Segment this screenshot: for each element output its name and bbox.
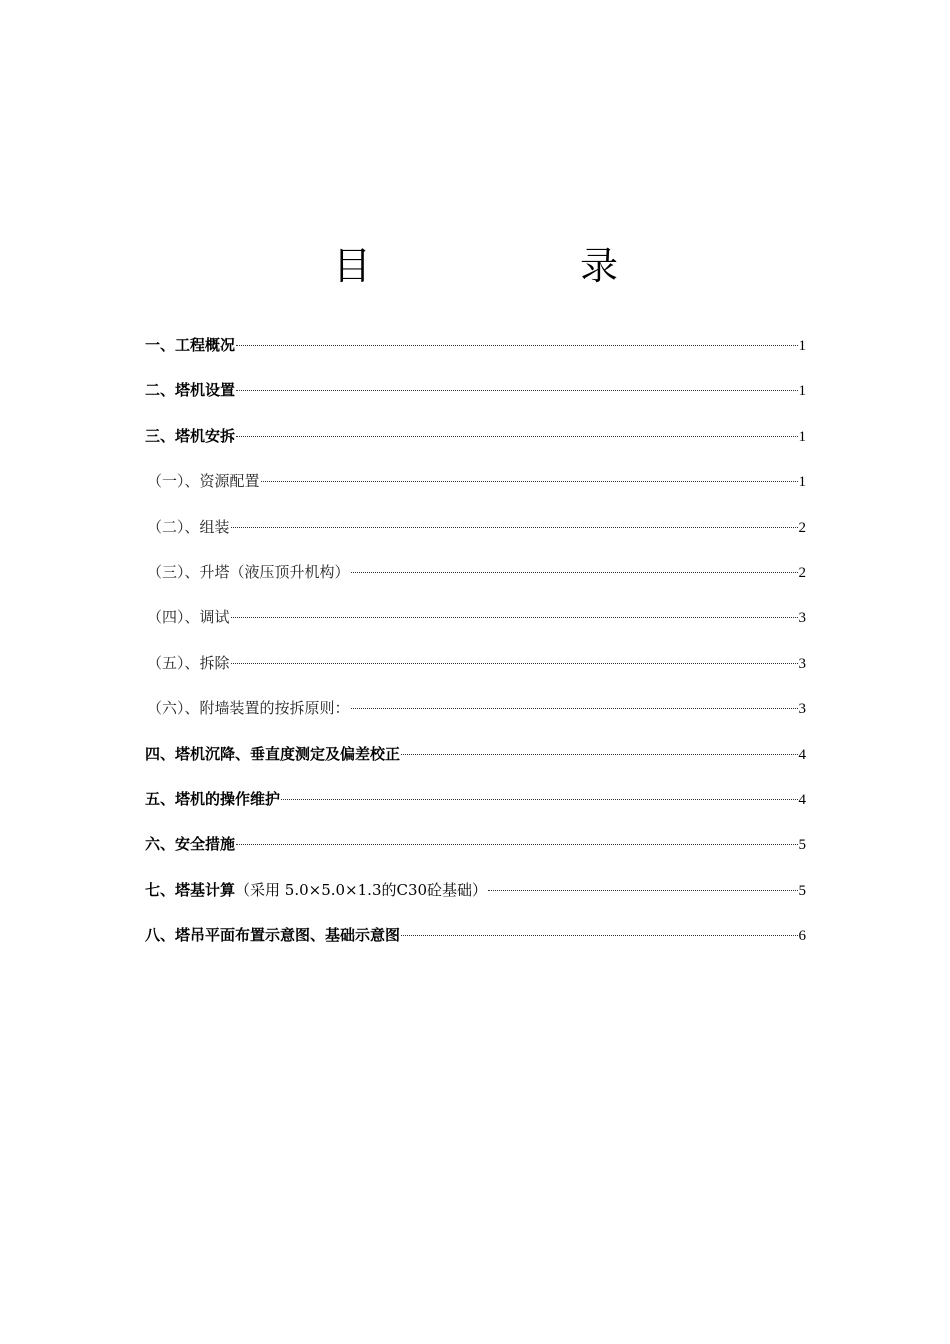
toc-page-number: 1 xyxy=(798,428,806,445)
toc-entry-label: （四）、调试 xyxy=(147,608,230,627)
toc-entry[interactable] xyxy=(145,376,806,421)
toc-dot-leader xyxy=(236,844,797,845)
toc-page-number: 4 xyxy=(798,746,806,763)
toc-page-number: 3 xyxy=(798,701,806,718)
toc-entry-label: 二、塔机设置 xyxy=(145,381,236,400)
toc-subentry[interactable] xyxy=(145,649,806,694)
toc-dot-leader xyxy=(401,935,797,936)
toc-subentry[interactable] xyxy=(145,513,806,558)
toc-page-number: 2 xyxy=(798,564,806,581)
toc-entry-label: 四、塔机沉降、垂直度测定及偏差校正 xyxy=(145,744,401,763)
toc-subentry[interactable] xyxy=(145,694,806,739)
toc-entry-label: （二）、组装 xyxy=(147,517,230,536)
toc-entry-label: （一）、资源配置 xyxy=(147,472,260,491)
toc-entry-label: （五）、拆除 xyxy=(147,653,230,672)
toc-entry-note: （采用 5.0×5.0×1.3的C30砼基础） xyxy=(235,880,488,899)
toc-dot-leader xyxy=(236,390,797,391)
toc-dot-leader xyxy=(231,617,798,618)
toc-entry[interactable] xyxy=(145,921,806,966)
toc-dot-leader xyxy=(231,527,798,528)
toc-title-char-2: 录 xyxy=(580,244,619,288)
toc-title xyxy=(0,240,950,292)
toc-page-number: 3 xyxy=(798,610,806,627)
toc-title-char-1: 目 xyxy=(333,244,372,288)
toc-page-number: 5 xyxy=(798,837,806,854)
toc-entry-label: （三）、升塔（液压顶升机构） xyxy=(147,562,350,581)
toc-entry-label: 六、安全措施 xyxy=(145,835,236,854)
toc-entry[interactable] xyxy=(145,331,806,376)
toc-dot-leader xyxy=(351,708,798,709)
toc-page-number: 4 xyxy=(798,791,806,808)
toc-dot-leader xyxy=(488,890,797,891)
toc-entry-label: （六）、附墙装置的按拆原则： xyxy=(147,699,350,718)
toc-page-number: 2 xyxy=(798,519,806,536)
toc-entry[interactable] xyxy=(145,876,806,921)
toc-dot-leader xyxy=(351,572,798,573)
toc-dot-leader xyxy=(401,754,797,755)
toc-page-number: 6 xyxy=(798,928,806,945)
toc-dot-leader xyxy=(281,799,797,800)
toc-page-number: 5 xyxy=(798,882,806,899)
toc-entry-label: 七、塔基计算（采用 5.0×5.0×1.3的C30砼基础） xyxy=(145,880,488,899)
toc-dot-leader xyxy=(236,345,797,346)
toc-subentry[interactable] xyxy=(145,467,806,512)
toc-dot-leader xyxy=(236,436,797,437)
toc-dot-leader xyxy=(261,481,798,482)
toc-subentry[interactable] xyxy=(145,558,806,603)
toc-page-number: 1 xyxy=(798,383,806,400)
toc-page-number: 3 xyxy=(798,655,806,672)
toc-entry[interactable] xyxy=(145,740,806,785)
toc-page-number: 1 xyxy=(798,338,806,354)
toc-subentry[interactable] xyxy=(145,603,806,648)
toc-entry[interactable] xyxy=(145,422,806,467)
toc-page-number: 1 xyxy=(798,474,806,491)
toc-entry[interactable] xyxy=(145,785,806,830)
toc-entry-label: 八、塔吊平面布置示意图、基础示意图 xyxy=(145,926,401,945)
toc-dot-leader xyxy=(231,663,798,664)
toc-entry-label: 五、塔机的操作维护 xyxy=(145,789,281,808)
toc-entry-label: 一、工程概况 xyxy=(145,336,236,354)
toc-entry-label: 三、塔机安拆 xyxy=(145,426,236,445)
table-of-contents xyxy=(145,331,806,966)
toc-entry[interactable] xyxy=(145,830,806,875)
